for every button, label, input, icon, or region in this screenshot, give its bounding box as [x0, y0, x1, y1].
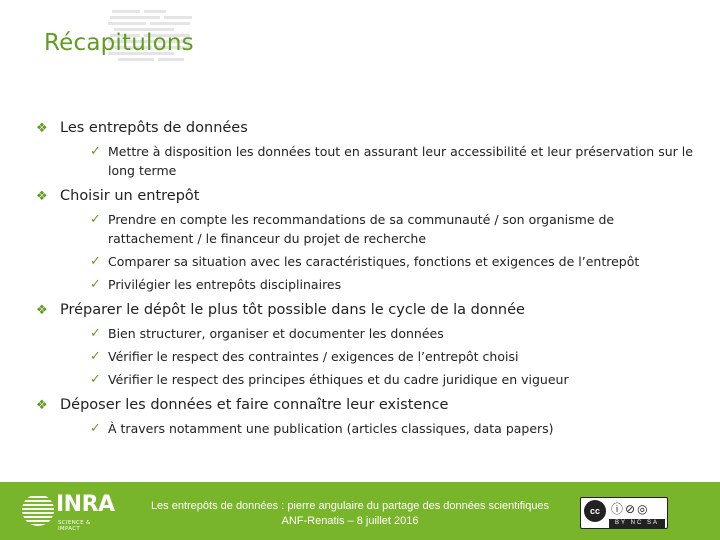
section-heading-text: Préparer le dépôt le plus tôt possible dans le cycle de la donnée	[60, 302, 525, 318]
section-heading-text: Déposer les données et faire connaître leur existence	[60, 397, 449, 413]
diamond-bullet-icon: ❖	[36, 303, 48, 318]
logo-globe-icon	[22, 494, 54, 526]
list-item	[90, 347, 696, 366]
list-item	[90, 210, 696, 248]
section-heading	[36, 186, 696, 206]
list-item-text: À travers notamment une publication (articles classiques, data papers)	[108, 421, 554, 436]
logo-text: INRA	[56, 492, 115, 517]
list-item	[90, 142, 696, 180]
list-item	[90, 275, 696, 294]
list-item-text: Privilégier les entrepôts disciplinaires	[108, 277, 342, 292]
license-icons	[611, 500, 650, 517]
list-item-text: Bien structurer, organiser et documenter les données	[108, 326, 444, 341]
list-item	[90, 252, 696, 271]
attribution-icon: ⓘ	[611, 502, 626, 516]
checkmark-icon: ✓	[90, 144, 101, 159]
list-item	[90, 324, 696, 343]
footer-caption	[130, 499, 570, 529]
diamond-bullet-icon: ❖	[36, 398, 48, 413]
section-heading-text: Choisir un entrepôt	[60, 188, 200, 204]
diamond-bullet-icon: ❖	[36, 121, 48, 136]
diamond-bullet-icon: ❖	[36, 189, 48, 204]
logo-tagline: SCIENCE & IMPACT	[58, 520, 91, 532]
section-heading	[36, 300, 696, 320]
footer-bar	[0, 482, 720, 540]
list-item-text: Mettre à disposition les données tout en assurant leur accessibilité et leur préservation sur le long terme	[108, 144, 693, 178]
list-item-text: Vérifier le respect des contraintes / exigences de l’entrepôt choisi	[108, 349, 519, 364]
noncommercial-icon: ⊘	[625, 502, 638, 516]
list-item-text: Comparer sa situation avec les caractéristiques, fonctions et exigences de l’entrepôt	[108, 254, 640, 269]
cc-icon: cc	[584, 500, 606, 522]
sharealike-icon: ◎	[637, 502, 650, 516]
section-heading-text: Les entrepôts de données	[60, 120, 248, 136]
inra-logo	[22, 490, 114, 534]
checkmark-icon: ✓	[90, 372, 101, 387]
checkmark-icon: ✓	[90, 349, 101, 364]
checkmark-icon: ✓	[90, 326, 101, 341]
slide-title: Récapitulons	[44, 30, 194, 56]
section-heading	[36, 118, 696, 138]
list-item-text: Vérifier le respect des principes éthiques et du cadre juridique en vigueur	[108, 372, 569, 387]
checkmark-icon: ✓	[90, 277, 101, 292]
creative-commons-license-badge	[580, 497, 668, 529]
slide-content	[36, 116, 696, 442]
checkmark-icon: ✓	[90, 254, 101, 269]
checkmark-icon: ✓	[90, 212, 101, 227]
list-item	[90, 370, 696, 389]
list-item-text: Prendre en compte les recommandations de sa communauté / son organisme de rattachement / le financeur du projet de recherche	[108, 212, 615, 246]
footer-line-1: Les entrepôts de données : pierre angulaire du partage des données scientifiques	[150, 500, 550, 512]
footer-line-2: ANF-Renatis – 8 juillet 2016	[281, 515, 419, 527]
list-item	[90, 419, 696, 438]
checkmark-icon: ✓	[90, 421, 101, 436]
section-heading	[36, 395, 696, 415]
license-codes: BY NC SA	[609, 519, 665, 528]
